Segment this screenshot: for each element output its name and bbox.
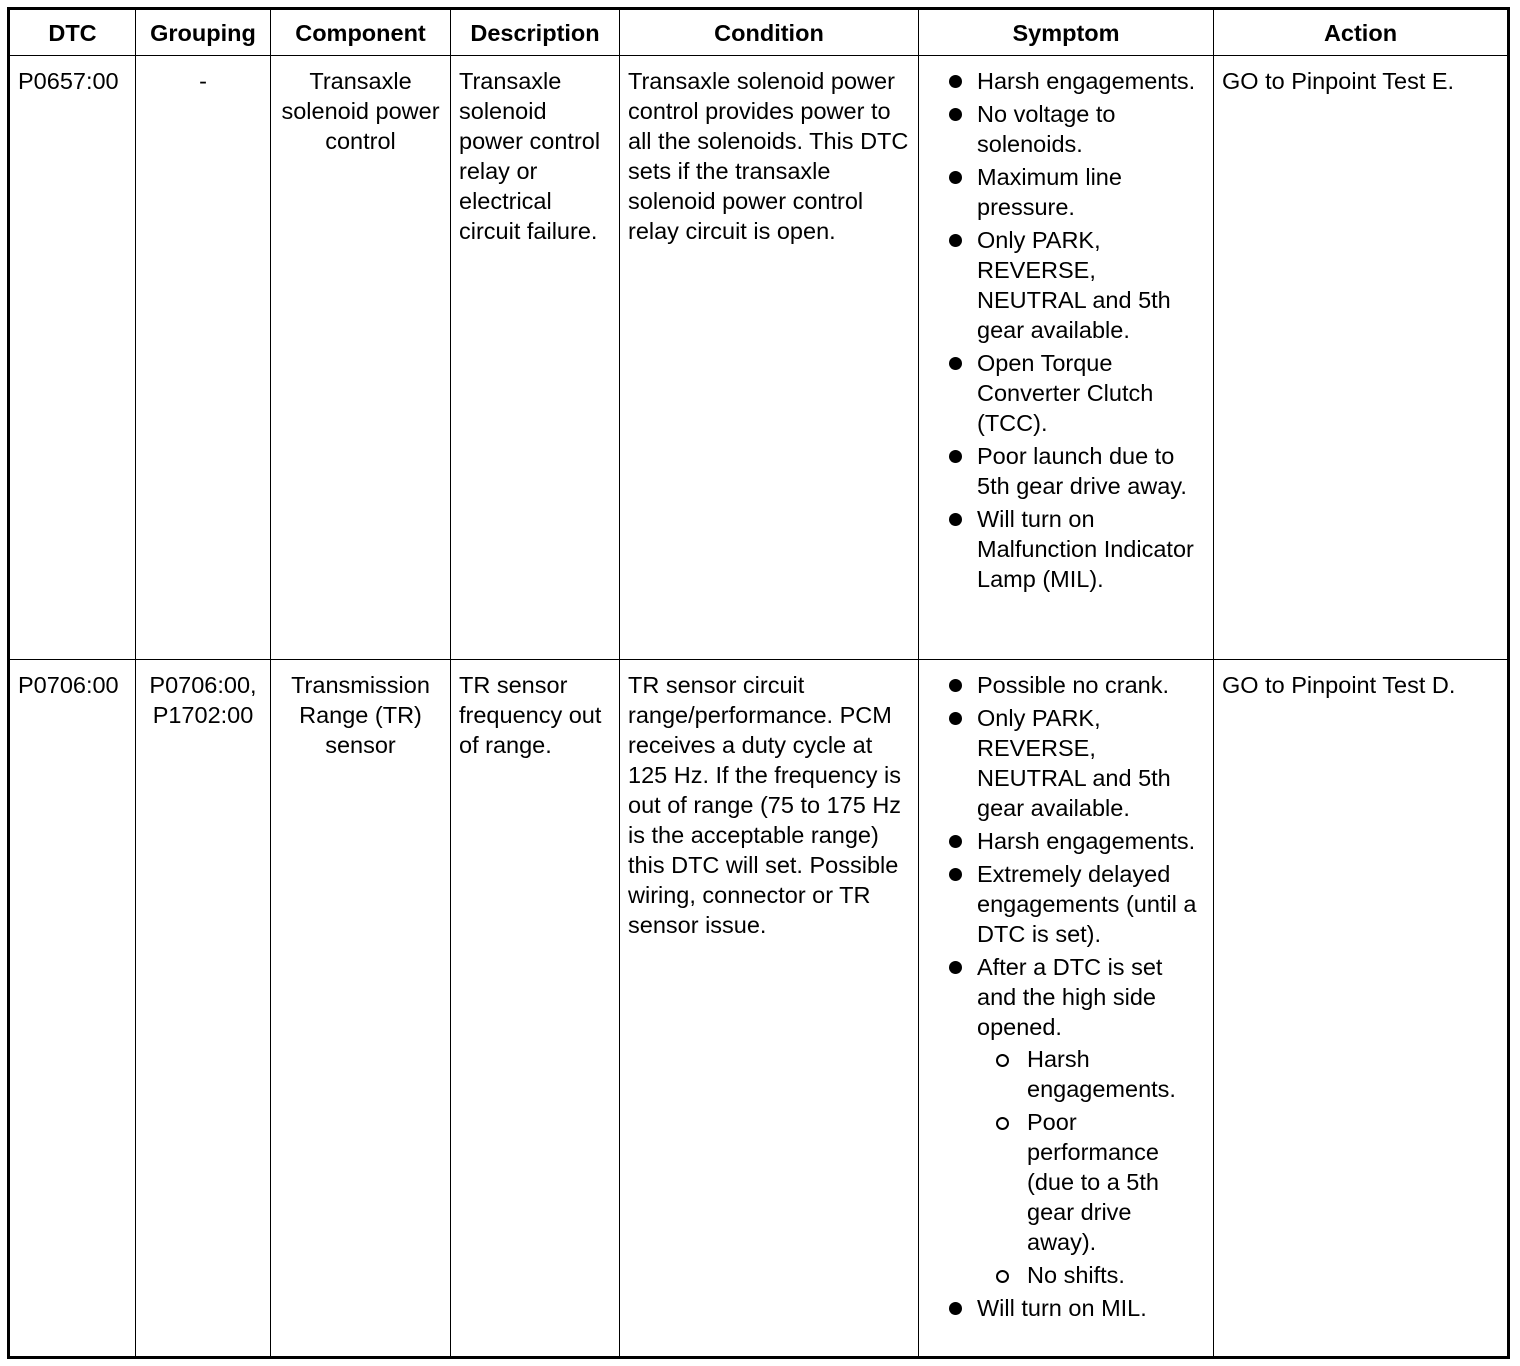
symptom-item-text: After a DTC is set and the high side opened. — [977, 954, 1163, 1040]
cell-symptom — [919, 56, 1214, 660]
symptom-item — [927, 952, 1205, 1290]
header-symptom: Symptom — [919, 9, 1214, 56]
cell-action: GO to Pinpoint Test D. — [1214, 660, 1509, 1358]
header-grouping: Grouping — [136, 9, 271, 56]
symptom-item: Maximum line pressure. — [927, 162, 1205, 222]
cell-description: TR sensor frequency out of range. — [451, 660, 620, 1358]
cell-component: Transaxle solenoid power control — [271, 56, 451, 660]
symptom-item: Open Torque Converter Clutch (TCC). — [927, 348, 1205, 438]
header-row — [9, 9, 1509, 56]
symptom-item: Possible no crank. — [927, 670, 1205, 700]
cell-component: Transmission Range (TR) sensor — [271, 660, 451, 1358]
table-row — [9, 56, 1509, 660]
symptom-item: Will turn on MIL. — [927, 1293, 1205, 1323]
cell-condition: Transaxle solenoid power control provides power to all the solenoids. This DTC sets if the transaxle solenoid power control relay circuit is open. — [620, 56, 919, 660]
cell-dtc: P0706:00 — [9, 660, 136, 1358]
symptom-item: Poor launch due to 5th gear drive away. — [927, 441, 1205, 501]
header-component: Component — [271, 9, 451, 56]
cell-action: GO to Pinpoint Test E. — [1214, 56, 1509, 660]
symptom-item: Will turn on Malfunction Indicator Lamp (MIL). — [927, 504, 1205, 594]
symptom-item: Only PARK, REVERSE, NEUTRAL and 5th gear available. — [927, 703, 1205, 823]
cell-description: Transaxle solenoid power control relay or electrical circuit failure. — [451, 56, 620, 660]
table-row — [9, 660, 1509, 1358]
sub-symptom-item: Harsh engagements. — [977, 1044, 1205, 1104]
cell-dtc: P0657:00 — [9, 56, 136, 660]
dtc-table — [7, 7, 1510, 1359]
symptom-list — [927, 66, 1205, 594]
symptom-item: Extremely delayed engagements (until a DTC is set). — [927, 859, 1205, 949]
symptom-item: Harsh engagements. — [927, 66, 1205, 96]
cell-symptom — [919, 660, 1214, 1358]
header-condition: Condition — [620, 9, 919, 56]
sub-symptom-item: No shifts. — [977, 1260, 1205, 1290]
symptom-list — [927, 670, 1205, 1323]
cell-grouping: P0706:00, P1702:00 — [136, 660, 271, 1358]
header-action: Action — [1214, 9, 1509, 56]
sub-symptom-list — [977, 1044, 1205, 1290]
header-description: Description — [451, 9, 620, 56]
header-dtc: DTC — [9, 9, 136, 56]
symptom-item: Harsh engagements. — [927, 826, 1205, 856]
cell-grouping: - — [136, 56, 271, 660]
symptom-item: Only PARK, REVERSE, NEUTRAL and 5th gear available. — [927, 225, 1205, 345]
symptom-item: No voltage to solenoids. — [927, 99, 1205, 159]
sub-symptom-item: Poor performance (due to a 5th gear drive away). — [977, 1107, 1205, 1257]
cell-condition: TR sensor circuit range/performance. PCM receives a duty cycle at 125 Hz. If the frequency is out of range (75 to 175 Hz is the acceptable range) this DTC will set. Possible wiring, connector or TR sensor issue. — [620, 660, 919, 1358]
